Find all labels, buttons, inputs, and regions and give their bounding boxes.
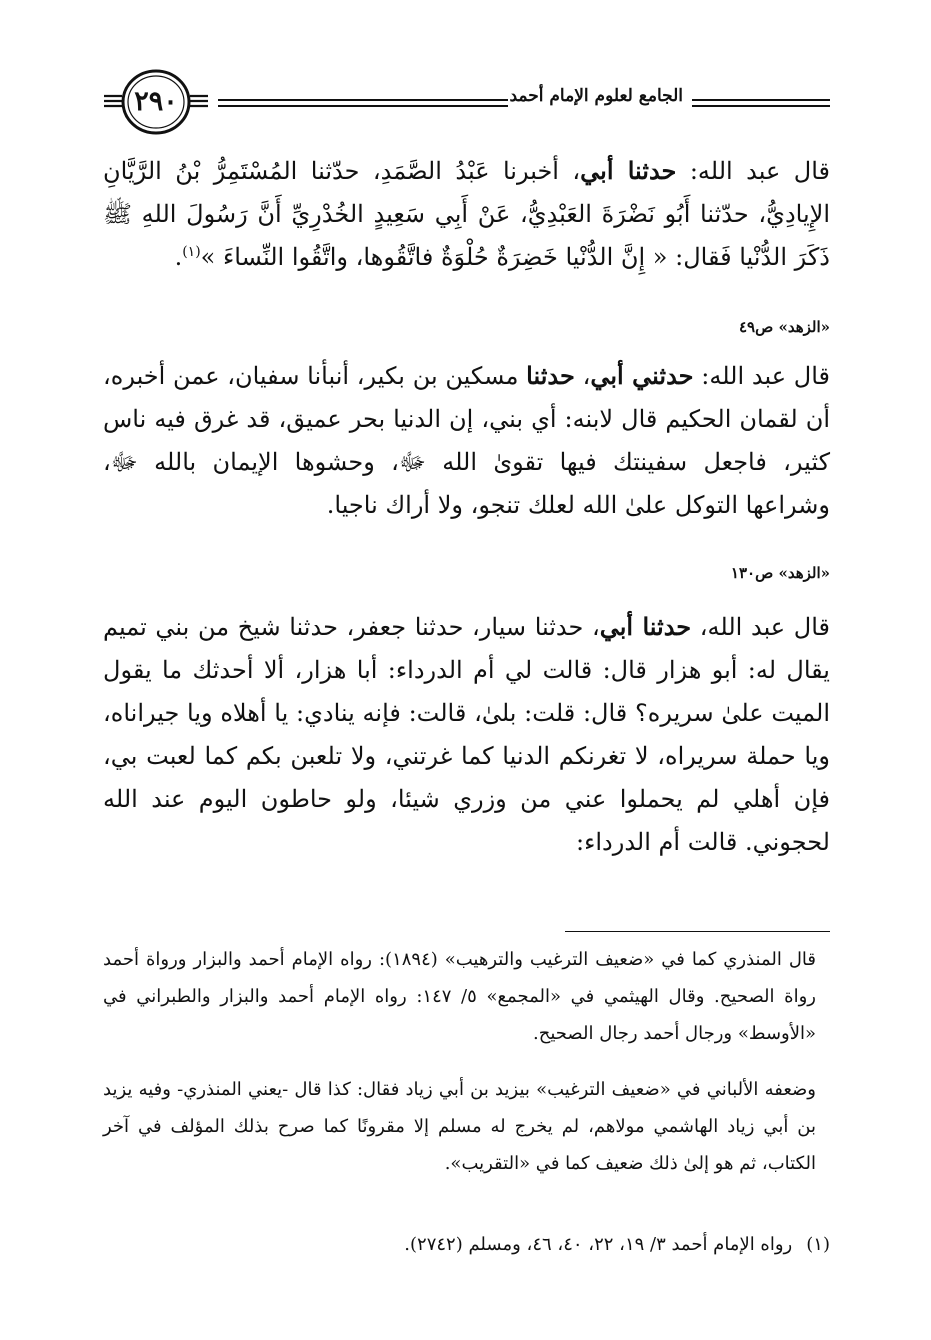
paragraph-text: قال عبد الله:: [676, 157, 830, 185]
page-number-badge: [100, 66, 212, 138]
hadith-paragraph-2: [103, 354, 830, 527]
paragraph-text: ،: [574, 362, 591, 390]
narrator-chain-bold: حدثني أبي: [590, 361, 694, 390]
running-head-title: الجامع لعلوم الإمام أحمد: [509, 86, 683, 106]
footnote-reference[interactable]: (١): [182, 244, 201, 260]
paragraph-text: حدّثنا أَبُو نَضْرَةَ العَبْدِيُّ، عَنْ أَبِي سَعِيدٍ الخُدْرِيِّ أَنَّ رَسُولَ اللهِ ﷺ ذَكَرَ الدُّنْيا فَقال: « إِنَّ الدُّنْيا خَضِرَةٌ حُلْوَةٌ فاتَّقُوها، واتَّقُوا النِّساءَ »: [103, 200, 830, 271]
paragraph-text: ، أخبرنا عَبْدُ الصَّمَدِ، حدّثنا المُسْتَمِرُّ بْنُ الرَّيَّانِ الإِيادِيُّ،: [103, 157, 830, 228]
narrator-chain-bold: حدثنا أبي: [599, 612, 692, 641]
footnote-1: [103, 1226, 830, 1263]
paragraph-text: قال عبد الله:: [693, 362, 831, 390]
paragraph-text: قال عبد الله،: [691, 613, 830, 641]
header-rule-right-bottom: [692, 105, 830, 107]
footnote-separator: [565, 931, 830, 932]
hadith-paragraph-1: [103, 149, 830, 279]
page-header: [100, 66, 830, 142]
footnote-note-2: وضعفه الألباني في «ضعيف الترغيب» بيزيد بن أبي زياد فقال: كذا قال -يعني المنذري- وفيه يزيد بن أبي زياد الهاشمي مولاهم، لم يخرج له مسلم إلا مقرونًا كما صرح بذلك المؤلف في آخر الكتاب، ثم هو إلىٰ ذلك ضعيف كما في «التقريب».: [103, 1079, 816, 1174]
source-citation-1: «الزهد» ص٤٩: [738, 318, 830, 336]
hadith-paragraph-3: [103, 605, 830, 864]
paragraph-text: ، حدثنا سيار، حدثنا جعفر، حدثنا شيخ من بني تميم يقال له: أبو هزار قال: قالت لي أم الدرداء: أبا هزار، ألا أحدثك ما يقول الميت علىٰ سريره؟ قال: قلت: بلىٰ، قالت: فإنه ينادي: يا أهلاه ويا جيراناه، ويا حملة سريراه، لا تغرنكم الدنيا كما غرتني، ولا تلعبن بكم كما لعبت بي، فإن أهلي لم يحملوا عني من وزري شيئا، ولو حاطون اليوم عند الله لحجوني. قالت أم الدرداء:: [103, 613, 830, 856]
footnote-note-1: قال المنذري كما في «ضعيف الترغيب والترهيب» (١٨٩٤): رواه الإمام أحمد والبزار ورواة أحمد رواة الصحيح. وقال الهيثمي في «المجمع» ٥/ ١٤٧: رواه الإمام أحمد والبزار والطبراني في «الأوسط» ورجال أحمد رجال الصحيح.: [103, 949, 816, 1044]
footnote-text: رواه الإمام أحمد ٣/ ١٩، ٢٢، ٤٠، ٤٦، ومسلم (٢٧٤٢).: [404, 1234, 793, 1255]
source-citation-2: «الزهد» ص١٣٠: [730, 564, 830, 582]
narrator-chain-bold: حدثنا أبي: [580, 156, 677, 185]
header-rule-right-top: [692, 99, 830, 101]
paragraph-ending: .: [174, 243, 183, 271]
narrator-chain-bold: حدثنا: [526, 361, 575, 390]
footnote-number: (١): [806, 1234, 830, 1255]
page-number: ٢٩٠: [134, 86, 178, 117]
paragraph-text: مسكين بن بكير، أنبأنا سفيان، عمن أخبره، أن لقمان الحكيم قال لابنه: أي بني، إن الدنيا بحر عميق، قد غرق فيه ناس كثير، فاجعل سفينتك فيها تقوىٰ الله ﷻ، وحشوها الإيمان بالله ﷻ، وشراعها التوكل علىٰ الله لعلك تنجو، ولا أراك ناجيا.: [103, 362, 830, 519]
header-rule-middle-bottom: [218, 105, 508, 107]
header-rule-middle-top: [218, 99, 508, 101]
